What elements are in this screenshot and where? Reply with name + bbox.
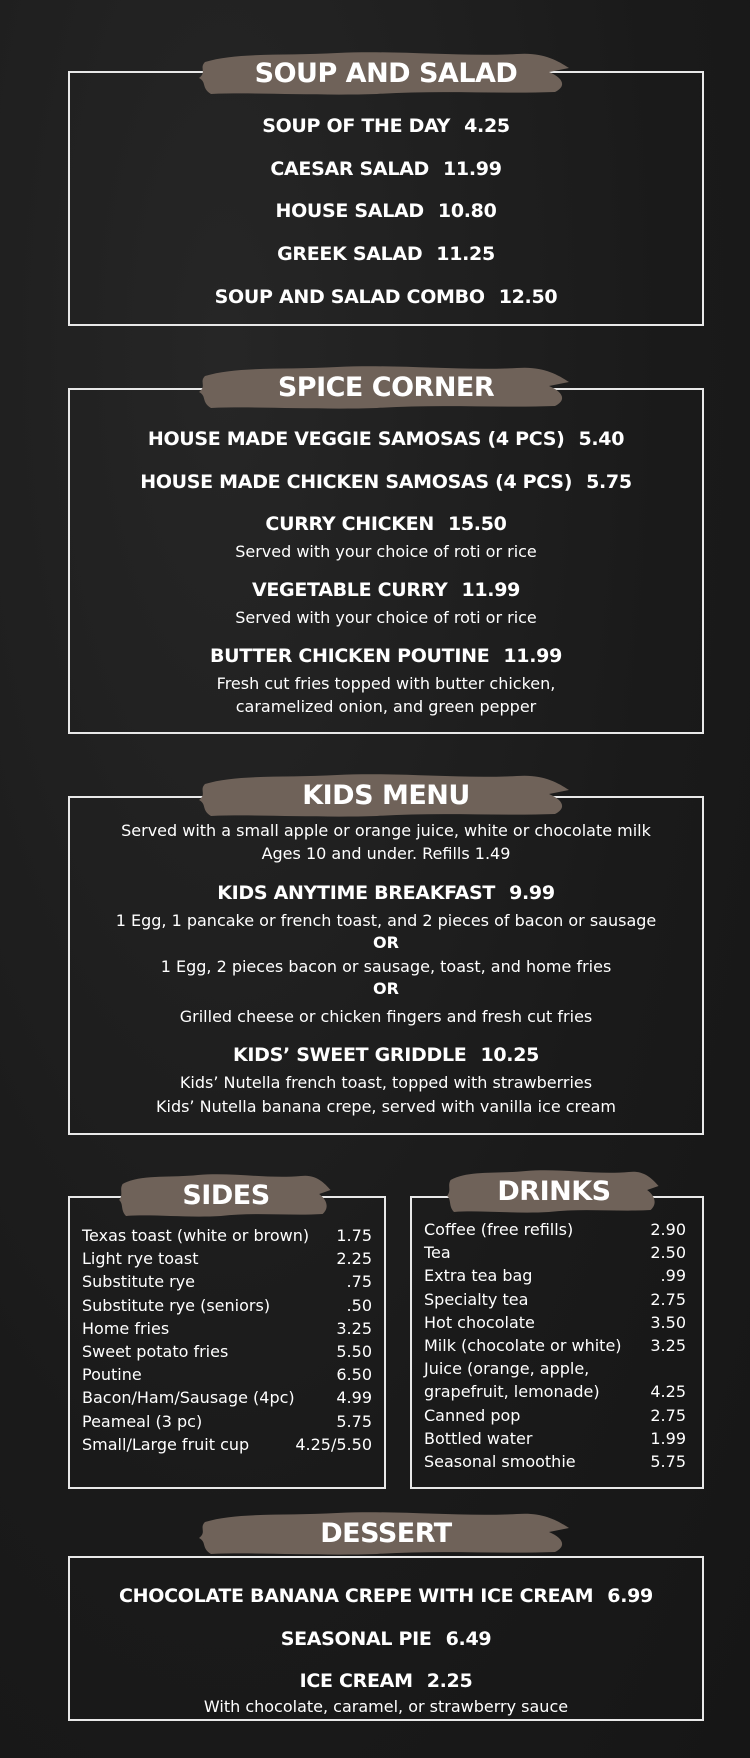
drinks-box bbox=[410, 1196, 704, 1489]
list-item: Seasonal smoothie 5.75 bbox=[424, 1452, 686, 1472]
kids-menu-box bbox=[68, 796, 704, 1135]
or-separator: OR bbox=[373, 933, 399, 952]
item-description: Grilled cheese or chicken fingers and fresh cut fries bbox=[179, 1007, 593, 1026]
drinks-list bbox=[424, 1218, 686, 1473]
list-item: Coffee (free refills) 2.90 bbox=[424, 1220, 686, 1239]
menu-item: CHOCOLATE BANANA CREPE WITH ICE CREAM 6.99 bbox=[119, 1585, 653, 1607]
section-title: SOUP AND SALAD bbox=[254, 57, 518, 89]
item-description: caramelized onion, and green pepper bbox=[235, 697, 537, 716]
section-banner-soup-salad bbox=[197, 48, 575, 98]
soup-salad-box bbox=[68, 71, 704, 326]
section-title: DESSERT bbox=[320, 1517, 452, 1549]
menu-item: KIDS ANYTIME BREAKFAST 9.99 bbox=[217, 882, 555, 904]
menu-item: HOUSE MADE CHICKEN SAMOSAS (4 PCS) 5.75 bbox=[140, 471, 632, 493]
list-item: Light rye toast 2.25 bbox=[82, 1249, 372, 1269]
list-item: Bottled water 1.99 bbox=[424, 1428, 686, 1448]
kids-intro: Ages 10 and under. Refills 1.49 bbox=[261, 844, 511, 863]
menu-item: SEASONAL PIE 6.49 bbox=[280, 1628, 492, 1650]
list-item: Specialty tea 2.75 bbox=[424, 1289, 686, 1309]
spice-corner-box bbox=[68, 388, 704, 734]
list-item: Bacon/Ham/Sausage (4pc) 4.99 bbox=[82, 1388, 372, 1408]
section-banner-drinks bbox=[446, 1166, 662, 1216]
list-item: Poutine 6.50 bbox=[82, 1365, 372, 1385]
or-separator: OR bbox=[373, 979, 399, 998]
list-item: Substitute rye (seniors) .50 bbox=[82, 1295, 372, 1315]
menu-item: CAESAR SALAD 11.99 bbox=[270, 158, 502, 180]
menu-item: HOUSE MADE VEGGIE SAMOSAS (4 PCS) 5.40 bbox=[147, 428, 625, 450]
menu-item: CURRY CHICKEN 15.50 bbox=[265, 513, 507, 535]
item-description: 1 Egg, 2 pieces bacon or sausage, toast, and home fries bbox=[160, 957, 612, 976]
section-banner-kids-menu bbox=[197, 770, 575, 820]
list-item: Hot chocolate 3.50 bbox=[424, 1312, 686, 1332]
list-item: Sweet potato fries 5.50 bbox=[82, 1342, 372, 1362]
list-item: Extra tea bag .99 bbox=[424, 1266, 686, 1286]
item-description: 1 Egg, 1 pancake or french toast, and 2 pieces of bacon or sausage bbox=[115, 911, 657, 930]
menu-item: HOUSE SALAD 10.80 bbox=[275, 200, 497, 222]
list-item: Juice (orange, apple, bbox=[424, 1359, 590, 1379]
list-item: Texas toast (white or brown) 1.75 bbox=[82, 1226, 372, 1245]
menu-item: ICE CREAM 2.25 bbox=[299, 1670, 473, 1692]
list-item: Home fries 3.25 bbox=[82, 1318, 372, 1338]
sides-box bbox=[68, 1196, 386, 1489]
section-title: SIDES bbox=[182, 1179, 270, 1211]
item-description: Kids’ Nutella banana crepe, served with vanilla ice cream bbox=[156, 1097, 616, 1116]
section-banner-dessert bbox=[197, 1508, 575, 1558]
list-item: Substitute rye .75 bbox=[82, 1272, 372, 1292]
dessert-box bbox=[68, 1556, 704, 1721]
sides-list bbox=[82, 1224, 372, 1456]
section-title: SPICE CORNER bbox=[277, 371, 495, 403]
list-item: Canned pop 2.75 bbox=[424, 1405, 686, 1425]
menu-item: KIDS’ SWEET GRIDDLE 10.25 bbox=[232, 1044, 540, 1066]
item-description: Served with your choice of roti or rice bbox=[235, 608, 537, 627]
menu-item: VEGETABLE CURRY 11.99 bbox=[251, 579, 521, 601]
list-item: Peameal (3 pc) 5.75 bbox=[82, 1411, 372, 1431]
menu-item: BUTTER CHICKEN POUTINE 11.99 bbox=[210, 645, 562, 667]
section-banner-spice-corner bbox=[197, 362, 575, 412]
kids-intro: Served with a small apple or orange juice, white or chocolate milk bbox=[121, 821, 651, 840]
list-item: Tea 2.50 bbox=[424, 1243, 686, 1263]
menu-item: SOUP OF THE DAY 4.25 bbox=[262, 115, 510, 137]
menu-item: SOUP AND SALAD COMBO 12.50 bbox=[214, 286, 558, 308]
item-description: Served with your choice of roti or rice bbox=[235, 542, 537, 561]
list-item: Milk (chocolate or white) 3.25 bbox=[424, 1336, 686, 1356]
section-title: DRINKS bbox=[497, 1175, 611, 1207]
item-description: Kids’ Nutella french toast, topped with strawberries bbox=[179, 1073, 593, 1092]
menu-item: GREEK SALAD 11.25 bbox=[277, 243, 495, 265]
item-description: With chocolate, caramel, or strawberry sauce bbox=[203, 1697, 569, 1716]
list-item: Small/Large fruit cup 4.25/5.50 bbox=[82, 1434, 372, 1454]
section-title: KIDS MENU bbox=[302, 779, 470, 811]
item-description: Fresh cut fries topped with butter chicken, bbox=[216, 674, 556, 693]
list-item: grapefruit, lemonade) 4.25 bbox=[424, 1382, 686, 1402]
section-banner-sides bbox=[118, 1170, 334, 1220]
